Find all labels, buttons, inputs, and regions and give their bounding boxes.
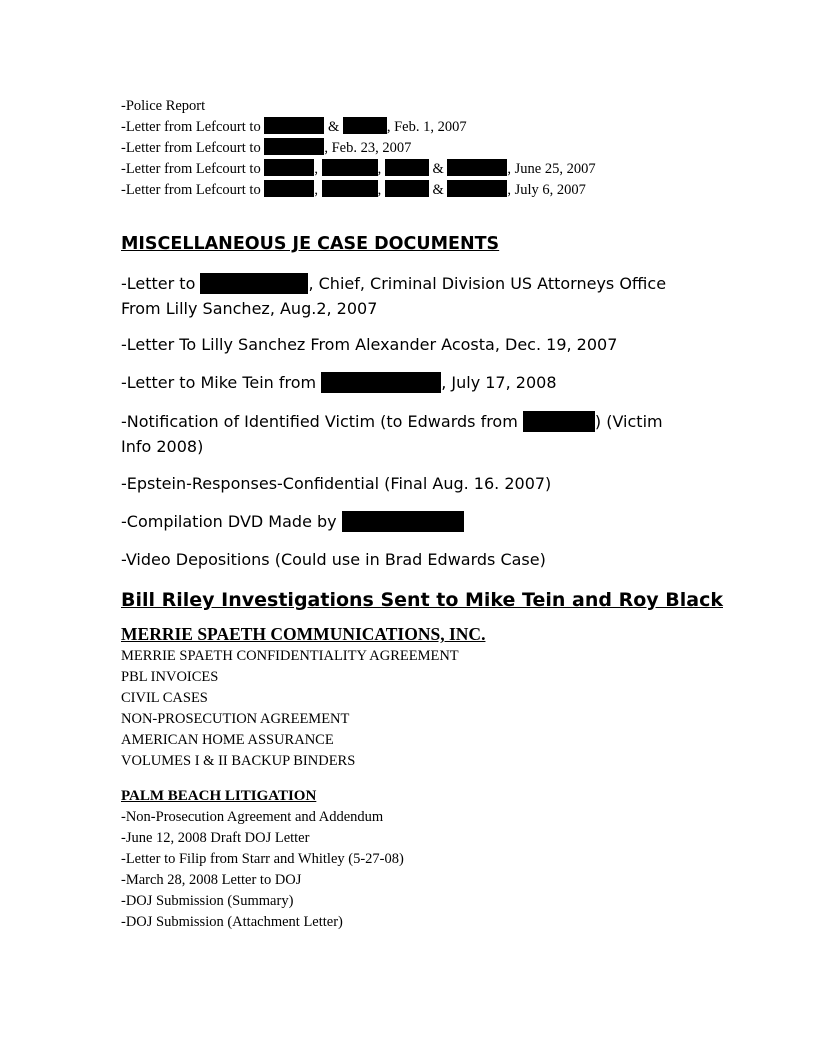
item-text: & [428, 161, 448, 177]
redaction-box [523, 411, 595, 432]
item-text: -Epstein-Responses-Confidential (Final Aug. 16. 2007) [121, 474, 552, 493]
list-item [121, 117, 721, 138]
list-item: NON-PROSECUTION AGREEMENT [121, 711, 350, 727]
riley-heading: Bill Riley Investigations Sent to Mike Tein and Roy Black [121, 589, 723, 611]
list-item [121, 159, 721, 180]
list-item [121, 138, 721, 159]
redaction-box [447, 180, 507, 197]
item-text: -Notification of Identified Victim (to Edwards from [121, 412, 523, 431]
item-text: , [314, 161, 322, 177]
redaction-box [385, 159, 429, 176]
list-item: CIVIL CASES [121, 690, 208, 706]
list-item: PBL INVOICES [121, 669, 219, 685]
list-item: -June 12, 2008 Draft DOJ Letter [121, 830, 310, 846]
item-text: , July 17, 2008 [441, 373, 557, 392]
redaction-box [264, 117, 324, 134]
item-text: -Letter to [121, 274, 201, 293]
item-text: & [324, 119, 343, 135]
document-page [121, 96, 721, 933]
item-text: , [377, 182, 385, 198]
misc-section [121, 271, 721, 572]
redaction-box [322, 180, 378, 197]
item-text: -Letter from Lefcourt to [121, 140, 265, 156]
item-text: ) (Victim Info 2008) [121, 412, 663, 456]
palm-section [121, 807, 721, 933]
list-item [121, 510, 721, 534]
list-item: -Non-Prosecution Agreement and Addendum [121, 809, 384, 825]
item-text: -Letter from Lefcourt to [121, 182, 265, 198]
list-item [121, 472, 721, 496]
item-text: , [314, 182, 322, 198]
spaeth-section [121, 646, 721, 772]
list-item [121, 409, 681, 459]
list-item: AMERICAN HOME ASSURANCE [121, 732, 334, 748]
item-text: , July 6, 2007 [507, 182, 586, 198]
redaction-box [447, 159, 507, 176]
item-text: , Feb. 1, 2007 [386, 119, 467, 135]
list-item: -March 28, 2008 Letter to DOJ [121, 872, 302, 888]
list-item [121, 548, 721, 572]
redaction-box [321, 372, 441, 393]
redaction-box [264, 138, 324, 155]
redaction-box [342, 511, 464, 532]
redaction-box [343, 117, 387, 134]
item-text: , Feb. 23, 2007 [324, 140, 412, 156]
item-text: -Police Report [121, 98, 206, 114]
list-item: -Letter to Filip from Starr and Whitley (5-27-08) [121, 851, 404, 867]
palm-heading: PALM BEACH LITIGATION [121, 788, 317, 804]
item-text: -Compilation DVD Made by [121, 512, 342, 531]
item-text: , Chief, Criminal Division US Attorneys Office From Lilly Sanchez, Aug.2, 2007 [121, 274, 667, 318]
item-text: -Letter from Lefcourt to [121, 119, 265, 135]
misc-heading: MISCELLANEOUS JE CASE DOCUMENTS [121, 234, 500, 254]
item-text: , June 25, 2007 [507, 161, 596, 177]
redaction-box [264, 159, 314, 176]
redaction-box [200, 273, 308, 294]
list-item [121, 96, 721, 117]
item-text: -Video Depositions (Could use in Brad Edwards Case) [121, 550, 546, 569]
list-item: MERRIE SPAETH CONFIDENTIALITY AGREEMENT [121, 648, 459, 664]
item-text: -Letter to Mike Tein from [121, 373, 322, 392]
list-item: VOLUMES I & II BACKUP BINDERS [121, 753, 356, 769]
list-item [121, 333, 721, 357]
police-section [121, 96, 721, 201]
redaction-box [385, 180, 429, 197]
redaction-box [322, 159, 378, 176]
list-item [121, 271, 681, 321]
item-text: -Letter To Lilly Sanchez From Alexander Acosta, Dec. 19, 2007 [121, 335, 618, 354]
item-text: , [377, 161, 385, 177]
spaeth-heading: MERRIE SPAETH COMMUNICATIONS, INC. [121, 624, 486, 644]
item-text: & [428, 182, 448, 198]
list-item: -DOJ Submission (Attachment Letter) [121, 914, 343, 930]
list-item: -DOJ Submission (Summary) [121, 893, 294, 909]
redaction-box [264, 180, 314, 197]
item-text: -Letter from Lefcourt to [121, 161, 265, 177]
list-item [121, 371, 721, 395]
list-item [121, 180, 721, 201]
